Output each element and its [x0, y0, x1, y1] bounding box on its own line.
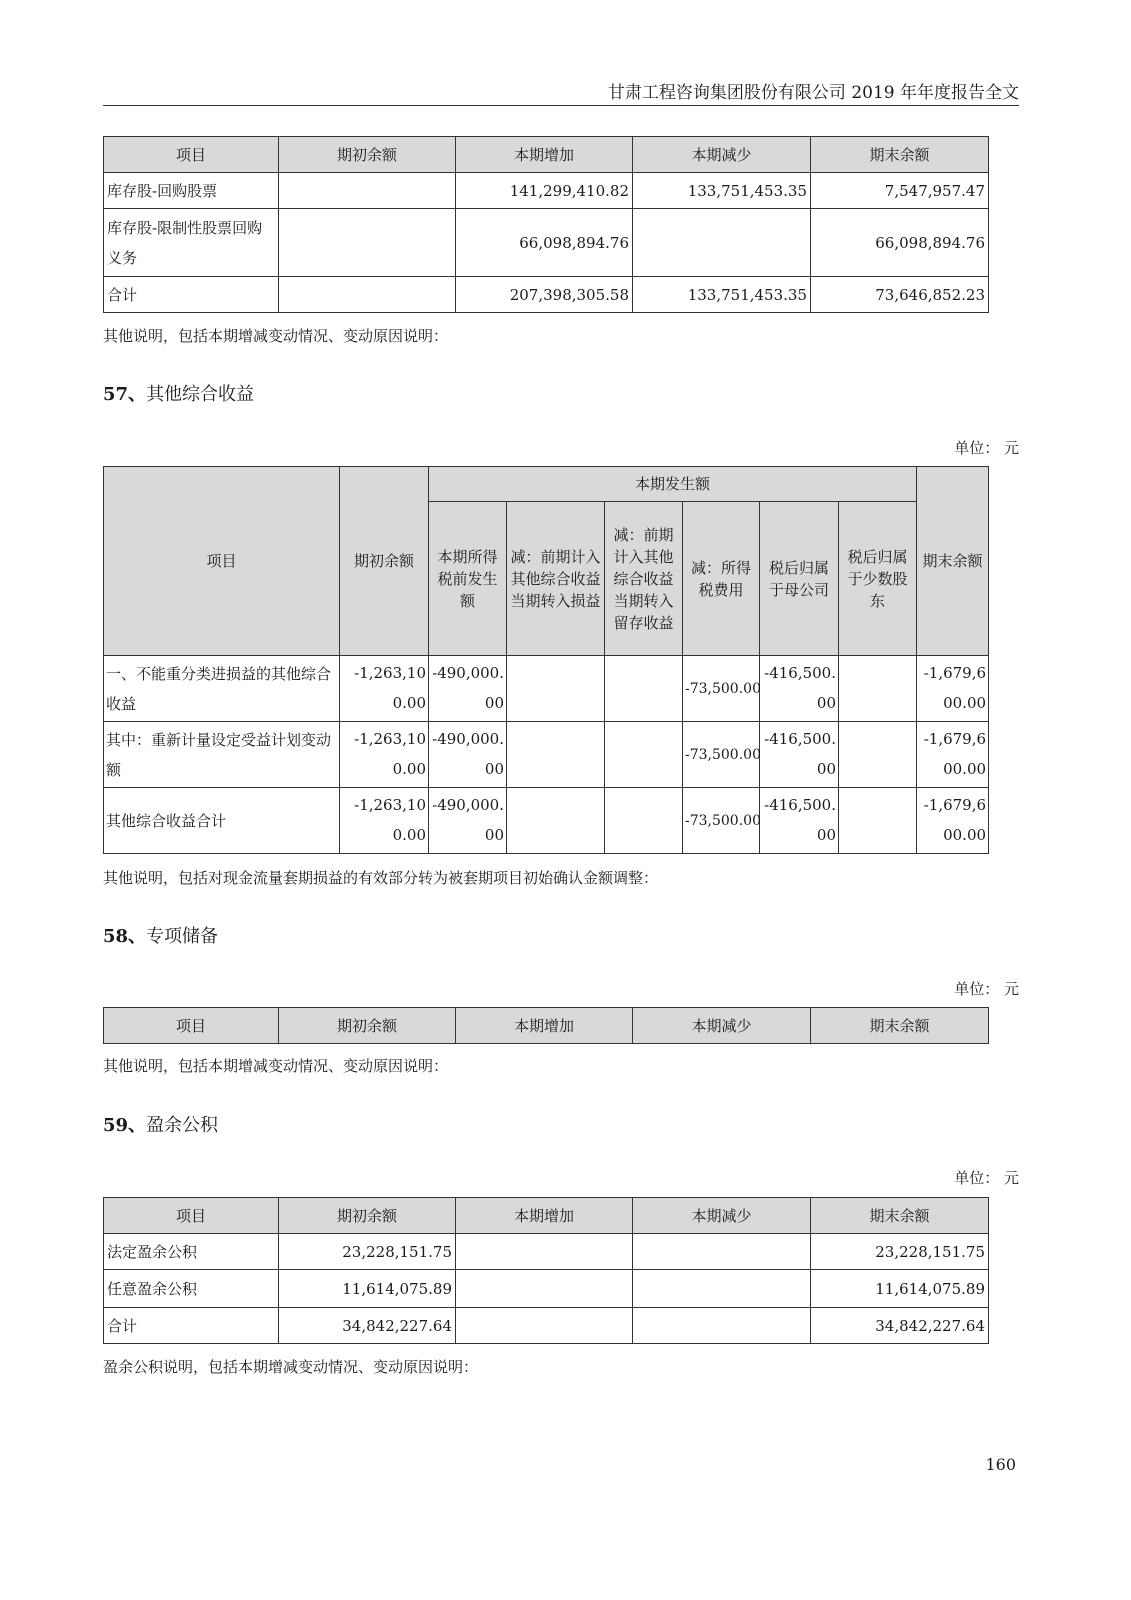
table-header-row [104, 1198, 989, 1234]
cell: -73,500.00 [683, 722, 760, 788]
col-header: 减：前期计入其他综合收益当期转入损益 [507, 502, 605, 656]
cell: -1,679,600.00 [917, 656, 989, 722]
section-heading-57 [103, 380, 254, 406]
row-label: 其中：重新计量设定受益计划变动额 [104, 722, 340, 788]
cell: 133,751,453.35 [633, 173, 811, 209]
section-heading-59 [103, 1111, 218, 1137]
header-divider [103, 105, 1019, 106]
col-header: 本期减少 [633, 1198, 811, 1234]
special-reserve-table [103, 1007, 989, 1044]
cell: -490,000.00 [429, 788, 507, 854]
table-header-row [104, 137, 989, 173]
cell: -1,263,100.00 [340, 656, 429, 722]
unit-label: 单位： 元 [954, 439, 1019, 457]
cell [839, 788, 917, 854]
table-header-row [104, 467, 989, 502]
table-row [104, 1308, 989, 1344]
table-row [104, 1234, 989, 1270]
table-row [104, 656, 989, 722]
oci-table [103, 466, 989, 854]
cell [456, 1270, 633, 1308]
cell: 23,228,151.75 [811, 1234, 989, 1270]
row-label: 库存股-限制性股票回购义务 [104, 209, 279, 277]
col-header: 项目 [104, 1198, 279, 1234]
section-number: 59、 [103, 1115, 147, 1136]
col-header: 项目 [104, 1008, 279, 1044]
cell [633, 209, 811, 277]
cell: 207,398,305.58 [456, 277, 633, 313]
col-header: 期末余额 [917, 467, 989, 656]
cell: -73,500.00 [683, 656, 760, 722]
cell [633, 1234, 811, 1270]
table-row [104, 1270, 989, 1308]
cell: -1,679,600.00 [917, 722, 989, 788]
cell: -1,263,100.00 [340, 722, 429, 788]
cell: 11,614,075.89 [811, 1270, 989, 1308]
row-label: 合计 [104, 277, 279, 313]
cell: -416,500.00 [760, 788, 839, 854]
cell: 141,299,410.82 [456, 173, 633, 209]
col-header: 税后归属于少数股东 [839, 502, 917, 656]
col-header: 本期增加 [456, 137, 633, 173]
col-header: 期末余额 [811, 137, 989, 173]
cell: -416,500.00 [760, 656, 839, 722]
cell [507, 788, 605, 854]
col-header: 减：所得税费用 [683, 502, 760, 656]
cell: -490,000.00 [429, 656, 507, 722]
col-header: 项目 [104, 467, 340, 656]
row-label: 库存股-回购股票 [104, 173, 279, 209]
cell [507, 722, 605, 788]
row-label: 合计 [104, 1308, 279, 1344]
table-header-row [104, 1008, 989, 1044]
section-title: 其他综合收益 [146, 384, 255, 405]
cell: -1,263,100.00 [340, 788, 429, 854]
report-header: 甘肃工程咨询集团股份有限公司 2019 年年度报告全文 [607, 83, 1019, 103]
cell [633, 1308, 811, 1344]
treasury-stock-table [103, 136, 989, 313]
cell: 73,646,852.23 [811, 277, 989, 313]
note-text: 其他说明，包括本期增减变动情况、变动原因说明： [103, 1057, 449, 1075]
section-number: 58、 [103, 926, 147, 947]
table-row [104, 277, 989, 313]
cell [456, 1308, 633, 1344]
cell: -490,000.00 [429, 722, 507, 788]
cell [279, 209, 456, 277]
cell [839, 656, 917, 722]
cell: 34,842,227.64 [279, 1308, 456, 1344]
surplus-reserve-table [103, 1197, 989, 1344]
cell [507, 656, 605, 722]
cell: -416,500.00 [760, 722, 839, 788]
col-header: 项目 [104, 137, 279, 173]
cell: 66,098,894.76 [811, 209, 989, 277]
cell [605, 788, 683, 854]
note-text: 盈余公积说明，包括本期增减变动情况、变动原因说明： [103, 1358, 479, 1376]
cell [456, 1234, 633, 1270]
col-header: 期初余额 [279, 137, 456, 173]
cell: 23,228,151.75 [279, 1234, 456, 1270]
row-label: 法定盈余公积 [104, 1234, 279, 1270]
cell [605, 656, 683, 722]
col-header: 期初余额 [279, 1008, 456, 1044]
col-header: 税后归属于母公司 [760, 502, 839, 656]
col-header: 本期增加 [456, 1198, 633, 1234]
unit-label: 单位： 元 [954, 1169, 1019, 1187]
page-number: 160 [985, 1455, 1016, 1474]
cell: 34,842,227.64 [811, 1308, 989, 1344]
col-header: 期初余额 [279, 1198, 456, 1234]
col-header: 本期增加 [456, 1008, 633, 1044]
table-row [104, 209, 989, 277]
cell [279, 277, 456, 313]
col-header: 期初余额 [340, 467, 429, 656]
cell [839, 722, 917, 788]
note-text: 其他说明，包括对现金流量套期损益的有效部分转为被套期项目初始确认金额调整： [103, 869, 659, 887]
table-row [104, 722, 989, 788]
cell: -1,679,600.00 [917, 788, 989, 854]
cell [605, 722, 683, 788]
section-number: 57、 [103, 384, 147, 405]
unit-label: 单位： 元 [954, 980, 1019, 998]
section-heading-58 [103, 922, 218, 948]
cell: 11,614,075.89 [279, 1270, 456, 1308]
col-header: 期末余额 [811, 1198, 989, 1234]
section-title: 专项储备 [146, 926, 219, 947]
col-group-header: 本期发生额 [429, 467, 917, 502]
note-text: 其他说明，包括本期增减变动情况、变动原因说明： [103, 327, 449, 345]
row-label: 任意盈余公积 [104, 1270, 279, 1308]
cell: 7,547,957.47 [811, 173, 989, 209]
col-header: 本期所得税前发生额 [429, 502, 507, 656]
col-header: 本期减少 [633, 137, 811, 173]
col-header: 减：前期计入其他综合收益当期转入留存收益 [605, 502, 683, 656]
cell: 133,751,453.35 [633, 277, 811, 313]
cell: -73,500.00 [683, 788, 760, 854]
table-row [104, 173, 989, 209]
cell: 66,098,894.76 [456, 209, 633, 277]
cell [633, 1270, 811, 1308]
section-title: 盈余公积 [146, 1115, 219, 1136]
col-header: 本期减少 [633, 1008, 811, 1044]
table-row [104, 788, 989, 854]
col-header: 期末余额 [811, 1008, 989, 1044]
row-label: 一、不能重分类进损益的其他综合收益 [104, 656, 340, 722]
cell [279, 173, 456, 209]
row-label: 其他综合收益合计 [104, 788, 340, 854]
